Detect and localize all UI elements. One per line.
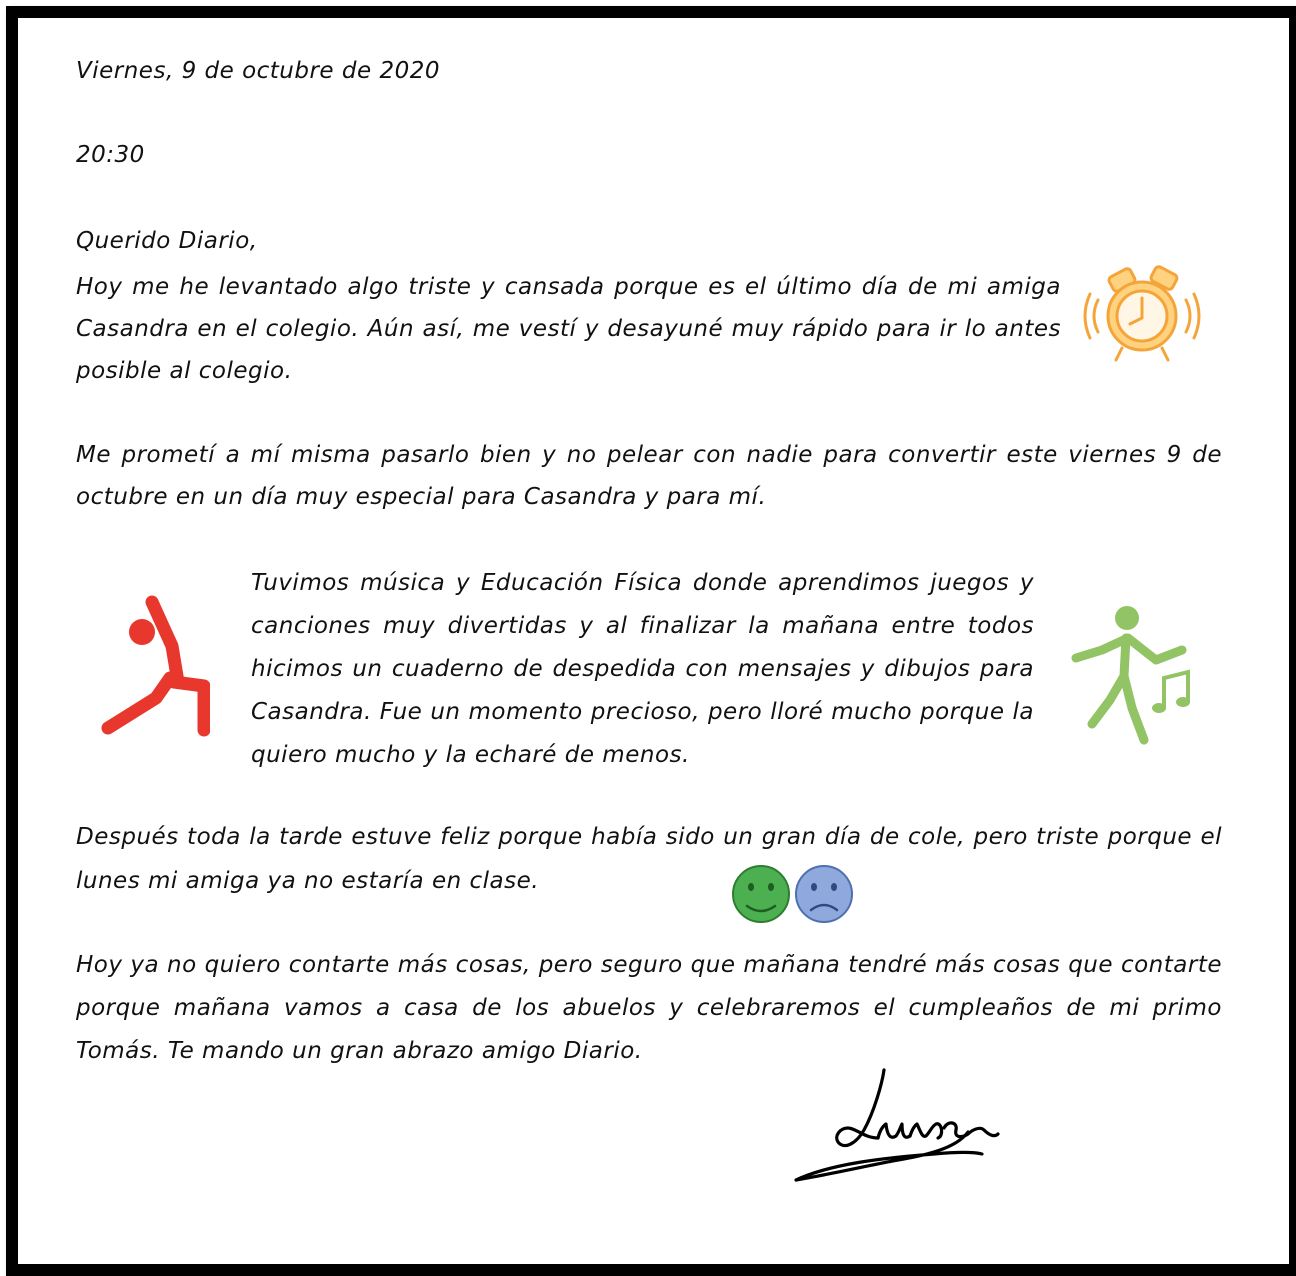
alarm-clock-icon — [1082, 262, 1202, 366]
diary-paragraph-4: Después toda la tarde estuve feliz porque había sido un gran día de cole, pero triste porque el lunes mi amiga ya no estaría en clase. — [76, 824, 1222, 894]
diary-paragraph-1: Hoy me he levantado algo triste y cansada porque es el último día de mi amiga Casandra en el colegio. Aún así, me vestí y desayuné muy rápido para ir lo antes posible al colegio. — [76, 274, 1061, 384]
dancing-person-icon — [1070, 604, 1198, 748]
diary-paragraph-2: Me prometí a mí misma pasarlo bien y no pelear con nadie para convertir este viernes 9 de octubre en un día muy especial para Casandra y para mí. — [76, 442, 1222, 510]
diary-time: 20:30 — [76, 142, 145, 168]
diary-date: Viernes, 9 de octubre de 2020 — [76, 58, 440, 84]
diary-paragraph-3: Tuvimos música y Educación Física donde aprendimos juegos y canciones muy divertidas y al finalizar la mañana entre todos hicimos un cuaderno de despedida con mensajes y dibujos para Casandra. Fue un momento precioso, pero lloré mucho porque la quiero mucho y la echaré de menos. — [251, 570, 1034, 768]
signature — [786, 1064, 1006, 1192]
happy-face-icon — [731, 864, 791, 924]
sad-face-icon — [794, 864, 854, 924]
diary-greeting: Querido Diario, — [76, 228, 258, 254]
diary-paragraph-5: Hoy ya no quiero contarte más cosas, pero seguro que mañana tendré más cosas que contarte porque mañana vamos a casa de los abuelos y celebraremos el cumpleaños de mi primo Tomás. Te mando un gran abrazo amigo Diario. — [76, 952, 1222, 1064]
stretching-person-icon — [96, 590, 210, 740]
